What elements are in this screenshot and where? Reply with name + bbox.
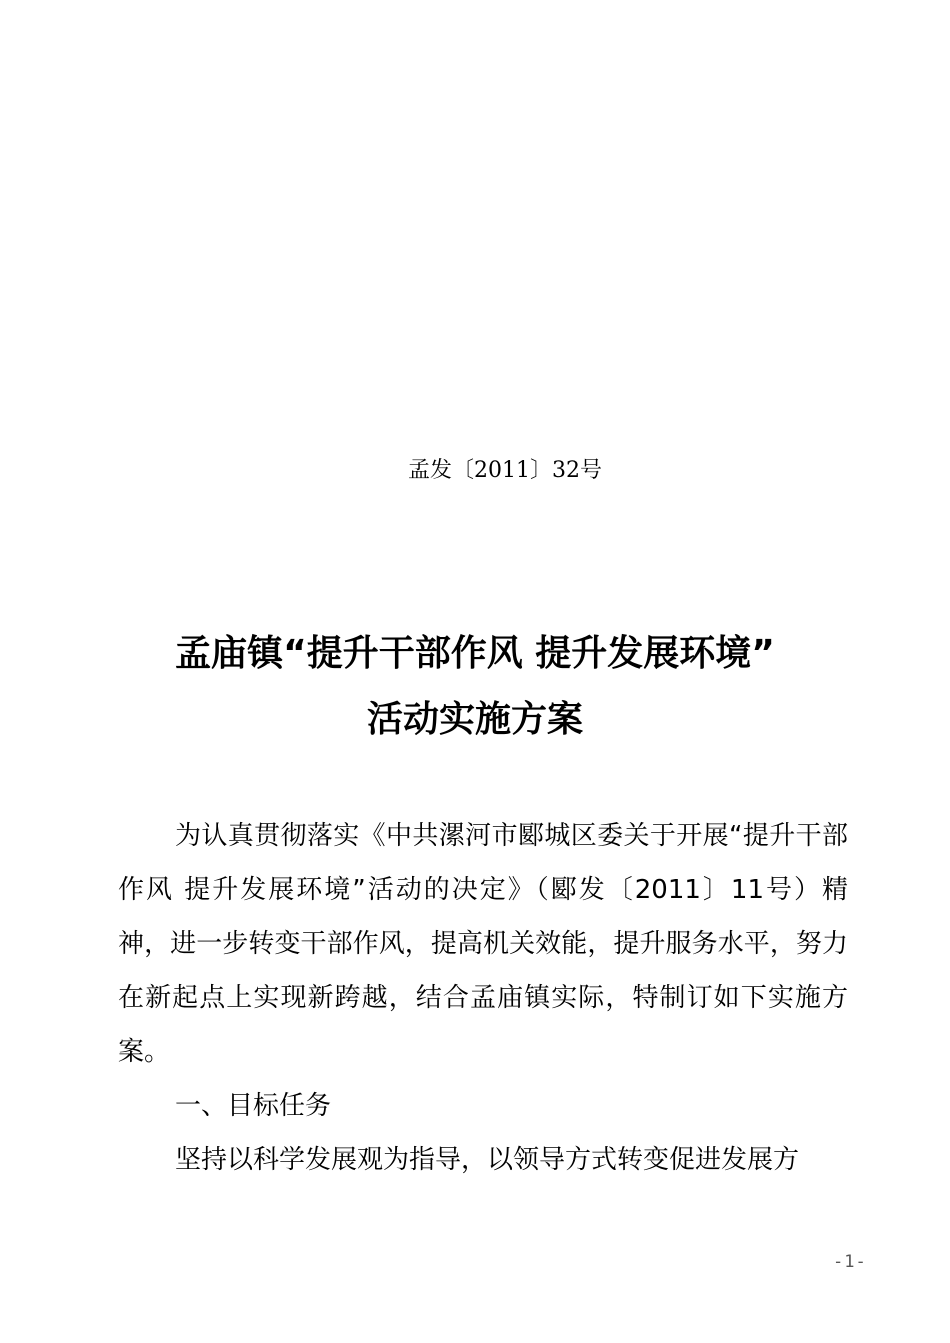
section-heading-goals: 一、目标任务 [175, 1091, 332, 1121]
document-number: 孟发〔2011〕32号 [408, 458, 602, 483]
intro-paragraph: 为认真贯彻落实《中共漯河市郾城区委关于开展“提升干部作风 提升发展环境”活动的决定》（郾发〔2011〕11号）精神，进一步转变干部作风，提高机关效能，提升服务水平，努力在新起点上实现新跨越，结合孟庙镇实际，特制订如下实施方案。 [118, 821, 848, 1067]
page-number: -1- [833, 1252, 867, 1272]
document-title-line-2: 活动实施方案 [366, 699, 583, 740]
document-body [118, 809, 848, 1187]
document-title-line-1: 孟庙镇“提升干部作风 提升发展环境” [175, 633, 775, 674]
goals-paragraph: 坚持以科学发展观为指导，以领导方式转变促进发展方 [175, 1145, 800, 1175]
